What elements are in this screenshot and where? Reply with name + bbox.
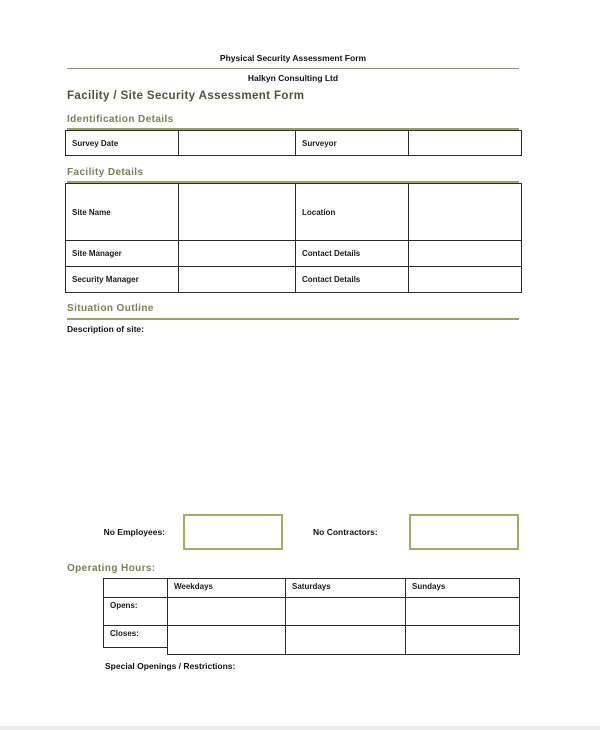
location-label: Location bbox=[296, 184, 409, 241]
security-manager-field[interactable] bbox=[179, 267, 296, 293]
opens-saturdays-field[interactable] bbox=[285, 597, 405, 625]
section-heading-identification: Identification Details bbox=[67, 114, 174, 125]
situation-rule bbox=[67, 318, 519, 320]
site-manager-label: Site Manager bbox=[66, 241, 179, 267]
operating-hours-corner-cell bbox=[103, 578, 167, 597]
site-name-field[interactable] bbox=[179, 184, 296, 241]
table-row bbox=[66, 241, 522, 267]
surveyor-field[interactable] bbox=[409, 131, 522, 156]
closes-weekdays-field[interactable] bbox=[167, 625, 285, 655]
employees-label: No Employees: bbox=[103, 527, 165, 537]
opens-weekdays-field[interactable] bbox=[167, 597, 285, 625]
opens-label: Opens: bbox=[103, 597, 167, 625]
staffing-row bbox=[67, 514, 519, 550]
form-title: Facility / Site Security Assessment Form bbox=[67, 90, 305, 102]
col-header-sundays: Sundays bbox=[405, 578, 520, 597]
facility-table bbox=[65, 183, 522, 293]
page-content bbox=[67, 0, 519, 671]
header-title: Physical Security Assessment Form bbox=[219, 53, 367, 63]
operating-hours-table bbox=[103, 578, 520, 655]
description-area[interactable] bbox=[67, 334, 519, 506]
col-header-saturdays: Saturdays bbox=[285, 578, 405, 597]
opens-sundays-field[interactable] bbox=[405, 597, 520, 625]
col-header-weekdays: Weekdays bbox=[167, 578, 285, 597]
closes-label: Closes: bbox=[103, 625, 167, 648]
special-openings-label: Special Openings / Restrictions: bbox=[105, 661, 236, 671]
table-row bbox=[66, 184, 522, 241]
section-heading-situation: Situation Outline bbox=[67, 303, 154, 314]
closes-saturdays-field[interactable] bbox=[285, 625, 405, 655]
section-heading-facility: Facility Details bbox=[67, 167, 144, 178]
employees-box[interactable] bbox=[183, 514, 283, 550]
survey-date-label: Survey Date bbox=[66, 131, 179, 156]
security-manager-contact-field[interactable] bbox=[409, 267, 522, 293]
site-manager-contact-field[interactable] bbox=[409, 241, 522, 267]
table-row bbox=[66, 131, 522, 156]
survey-date-field[interactable] bbox=[179, 131, 296, 156]
contractors-box[interactable] bbox=[409, 514, 519, 550]
description-label: Description of site: bbox=[67, 324, 144, 334]
site-name-label: Site Name bbox=[66, 184, 179, 241]
table-row bbox=[66, 267, 522, 293]
security-manager-contact-label: Contact Details bbox=[296, 267, 409, 293]
site-manager-contact-label: Contact Details bbox=[296, 241, 409, 267]
security-manager-label: Security Manager bbox=[66, 267, 179, 293]
page-bottom-edge bbox=[0, 726, 600, 730]
surveyor-label: Surveyor bbox=[296, 131, 409, 156]
section-heading-operating-hours: Operating Hours: bbox=[67, 563, 156, 574]
header-rule bbox=[67, 68, 519, 69]
contractors-label: No Contractors: bbox=[313, 527, 378, 537]
location-field[interactable] bbox=[409, 184, 522, 241]
closes-sundays-field[interactable] bbox=[405, 625, 520, 655]
header-subtitle: Halkyn Consulting Ltd bbox=[247, 73, 339, 83]
identification-table bbox=[65, 130, 522, 156]
site-manager-field[interactable] bbox=[179, 241, 296, 267]
